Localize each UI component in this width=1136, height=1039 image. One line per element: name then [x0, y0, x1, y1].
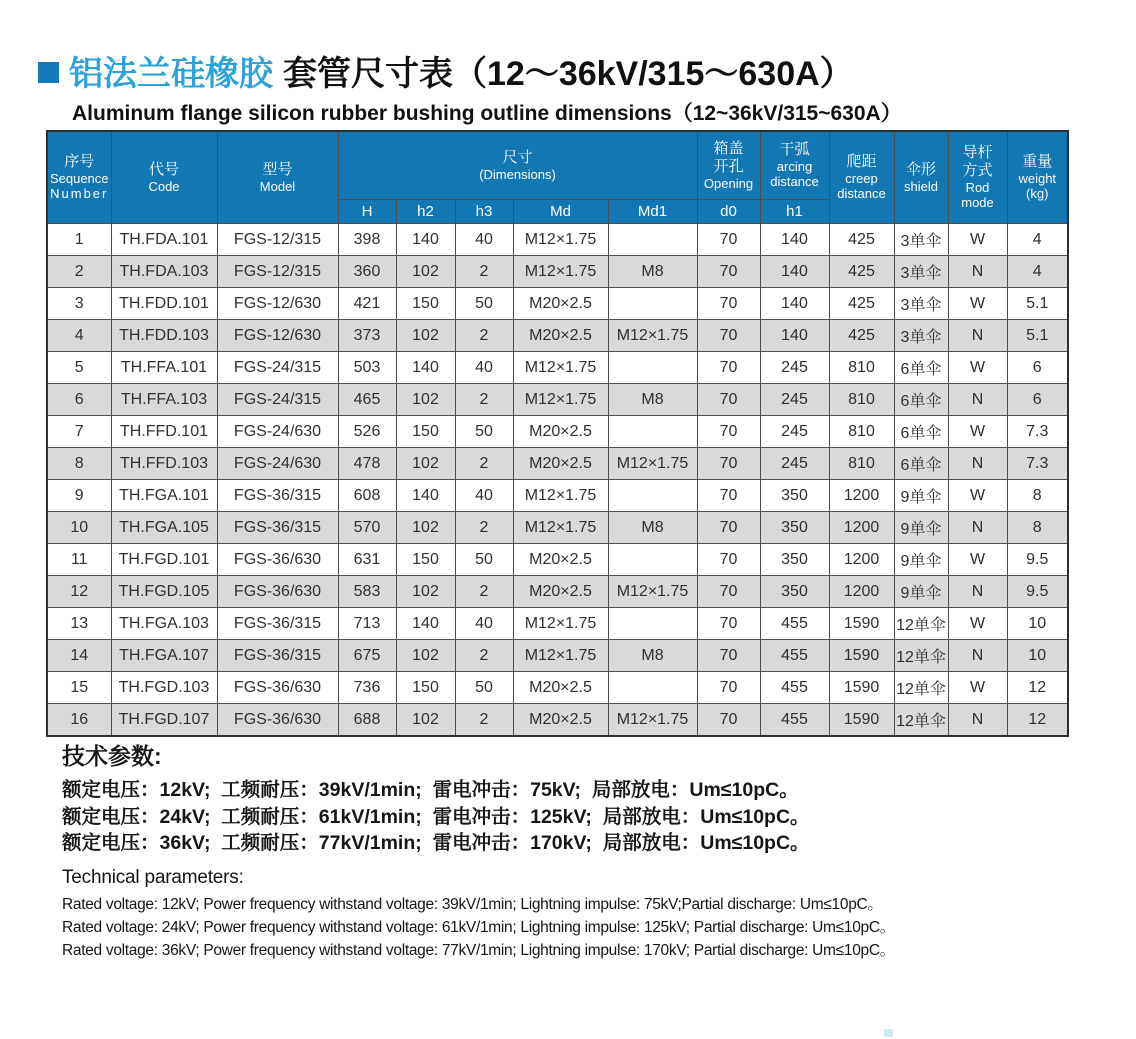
table-row [47, 448, 1068, 480]
table-row [47, 704, 1068, 737]
cell-h1: 455 [760, 608, 829, 640]
table-row [47, 512, 1068, 544]
cell-d0: 70 [697, 256, 760, 288]
subcolumn-header-h1: h1 [760, 200, 829, 224]
cell-rod-mode: N [948, 256, 1007, 288]
technical-parameters-section [62, 738, 1082, 962]
cell-weight: 6 [1007, 384, 1068, 416]
cell-sequence: 3 [47, 288, 111, 320]
cell-sequence: 6 [47, 384, 111, 416]
cell-rod-mode: W [948, 416, 1007, 448]
cell-H: 373 [338, 320, 396, 352]
cell-Md1: M12×1.75 [608, 448, 697, 480]
cell-h3: 40 [455, 608, 513, 640]
cell-weight: 12 [1007, 672, 1068, 704]
cell-Md: M12×1.75 [513, 256, 608, 288]
column-header-sequence: 序号 Sequence Number [47, 131, 111, 224]
cell-Md: M20×2.5 [513, 672, 608, 704]
table-row [47, 480, 1068, 512]
cell-code: TH.FDD.101 [111, 288, 217, 320]
cell-model: FGS-12/630 [217, 320, 338, 352]
cell-Md: M12×1.75 [513, 352, 608, 384]
cell-creep-distance: 1200 [829, 480, 894, 512]
cell-H: 503 [338, 352, 396, 384]
cell-code: TH.FGA.103 [111, 608, 217, 640]
cell-model: FGS-36/630 [217, 576, 338, 608]
table-row [47, 256, 1068, 288]
cell-Md1 [608, 544, 697, 576]
cell-sequence: 5 [47, 352, 111, 384]
cell-weight: 4 [1007, 256, 1068, 288]
cell-d0: 70 [697, 320, 760, 352]
title-bullet-icon [38, 62, 59, 83]
cell-creep-distance: 1200 [829, 576, 894, 608]
cell-sequence: 1 [47, 224, 111, 256]
subcolumn-header-h2: h2 [396, 200, 455, 224]
cell-d0: 70 [697, 576, 760, 608]
cell-Md1 [608, 352, 697, 384]
cell-creep-distance: 1590 [829, 672, 894, 704]
cell-shield: 12单伞 [894, 608, 948, 640]
cell-shield: 12单伞 [894, 704, 948, 737]
cell-rod-mode: W [948, 672, 1007, 704]
cell-h1: 350 [760, 576, 829, 608]
cell-h2: 140 [396, 224, 455, 256]
cell-creep-distance: 810 [829, 352, 894, 384]
cell-h3: 50 [455, 672, 513, 704]
cell-model: FGS-36/315 [217, 608, 338, 640]
cell-rod-mode: W [948, 608, 1007, 640]
cell-H: 570 [338, 512, 396, 544]
cell-H: 421 [338, 288, 396, 320]
tech-params-cn-line: 额定电压：12kV; 工频耐压：39kV/1min; 雷电冲击：75kV; 局部放电：Um≤10pC。 [62, 779, 799, 801]
cell-sequence: 16 [47, 704, 111, 737]
cell-H: 608 [338, 480, 396, 512]
table-body [47, 224, 1068, 737]
cell-Md: M12×1.75 [513, 224, 608, 256]
cell-sequence: 7 [47, 416, 111, 448]
cell-creep-distance: 425 [829, 224, 894, 256]
cell-h1: 140 [760, 288, 829, 320]
column-header-model: 型号 Model [217, 131, 338, 224]
cell-creep-distance: 810 [829, 416, 894, 448]
cell-d0: 70 [697, 352, 760, 384]
cell-model: FGS-36/315 [217, 512, 338, 544]
subcolumn-header-H: H [338, 200, 396, 224]
cell-code: TH.FDD.103 [111, 320, 217, 352]
cell-code: TH.FFA.101 [111, 352, 217, 384]
cell-d0: 70 [697, 608, 760, 640]
cell-h2: 150 [396, 416, 455, 448]
cell-H: 675 [338, 640, 396, 672]
cell-creep-distance: 1200 [829, 512, 894, 544]
cell-weight: 4 [1007, 224, 1068, 256]
cell-h2: 102 [396, 512, 455, 544]
table-row [47, 576, 1068, 608]
cell-weight: 5.1 [1007, 288, 1068, 320]
page-subtitle: Aluminum flange silicon rubber bushing outline dimensions（12~36kV/315~630A） [72, 102, 902, 125]
cell-H: 465 [338, 384, 396, 416]
column-header-dimensions: 尺寸 (Dimensions) [338, 131, 697, 200]
cell-weight: 8 [1007, 480, 1068, 512]
cell-h2: 102 [396, 256, 455, 288]
cell-h3: 2 [455, 448, 513, 480]
cell-H: 478 [338, 448, 396, 480]
cell-sequence: 10 [47, 512, 111, 544]
cell-model: FGS-12/315 [217, 256, 338, 288]
dimension-table [46, 130, 1069, 737]
cell-rod-mode: N [948, 512, 1007, 544]
column-header-code: 代号 Code [111, 131, 217, 224]
cell-Md1 [608, 224, 697, 256]
cell-rod-mode: N [948, 640, 1007, 672]
column-header-rod-mode: 导杆 方式 Rod mode [948, 131, 1007, 224]
cell-rod-mode: N [948, 320, 1007, 352]
table-row [47, 352, 1068, 384]
table-row [47, 288, 1068, 320]
cell-shield: 12单伞 [894, 672, 948, 704]
cell-model: FGS-24/630 [217, 416, 338, 448]
cell-h3: 2 [455, 320, 513, 352]
cell-h1: 455 [760, 640, 829, 672]
cell-h2: 140 [396, 480, 455, 512]
cell-sequence: 11 [47, 544, 111, 576]
cell-Md: M12×1.75 [513, 640, 608, 672]
cell-Md1 [608, 608, 697, 640]
cell-shield: 12单伞 [894, 640, 948, 672]
cell-h1: 350 [760, 544, 829, 576]
cell-Md: M12×1.75 [513, 512, 608, 544]
cell-h3: 2 [455, 704, 513, 737]
cell-h1: 350 [760, 512, 829, 544]
cell-shield: 6单伞 [894, 352, 948, 384]
cell-creep-distance: 1200 [829, 544, 894, 576]
cell-h2: 150 [396, 288, 455, 320]
cell-d0: 70 [697, 288, 760, 320]
cell-creep-distance: 1590 [829, 608, 894, 640]
cell-h3: 2 [455, 640, 513, 672]
cell-h1: 455 [760, 704, 829, 737]
table-row [47, 672, 1068, 704]
cell-code: TH.FDA.103 [111, 256, 217, 288]
table-row [47, 416, 1068, 448]
cell-H: 713 [338, 608, 396, 640]
cell-h2: 102 [396, 576, 455, 608]
cell-shield: 3单伞 [894, 256, 948, 288]
cell-rod-mode: W [948, 480, 1007, 512]
table-row [47, 640, 1068, 672]
cell-shield: 9单伞 [894, 512, 948, 544]
cell-h3: 50 [455, 544, 513, 576]
cell-h2: 150 [396, 544, 455, 576]
cell-d0: 70 [697, 224, 760, 256]
table-row [47, 544, 1068, 576]
cell-h2: 102 [396, 640, 455, 672]
cell-model: FGS-36/315 [217, 480, 338, 512]
column-header-creep-distance: 爬距 creep distance [829, 131, 894, 224]
cell-h1: 245 [760, 448, 829, 480]
cell-weight: 6 [1007, 352, 1068, 384]
cell-model: FGS-24/630 [217, 448, 338, 480]
tech-params-en-title: Technical parameters: [62, 866, 244, 888]
cell-shield: 3单伞 [894, 320, 948, 352]
cell-weight: 10 [1007, 640, 1068, 672]
cell-weight: 7.3 [1007, 416, 1068, 448]
cell-d0: 70 [697, 544, 760, 576]
cell-rod-mode: N [948, 704, 1007, 737]
tech-params-en-line: Rated voltage: 12kV; Power frequency withstand voltage: 39kV/1min; Lightning impulse: 75kV;Partial discharge: Um≤10pC。 [62, 895, 883, 913]
cell-weight: 8 [1007, 512, 1068, 544]
cell-d0: 70 [697, 480, 760, 512]
cell-h1: 245 [760, 352, 829, 384]
cell-Md: M12×1.75 [513, 384, 608, 416]
cell-code: TH.FGD.101 [111, 544, 217, 576]
cell-Md1 [608, 672, 697, 704]
subcolumn-header-d0: d0 [697, 200, 760, 224]
cell-h2: 102 [396, 448, 455, 480]
cell-h2: 102 [396, 320, 455, 352]
cell-Md1: M12×1.75 [608, 320, 697, 352]
cell-Md1 [608, 480, 697, 512]
cell-shield: 9单伞 [894, 576, 948, 608]
cell-Md: M20×2.5 [513, 448, 608, 480]
cell-creep-distance: 1590 [829, 704, 894, 737]
cell-model: FGS-36/630 [217, 704, 338, 737]
cell-d0: 70 [697, 448, 760, 480]
cell-d0: 70 [697, 512, 760, 544]
subcolumn-header-Md1: Md1 [608, 200, 697, 224]
cell-creep-distance: 1590 [829, 640, 894, 672]
page-artifact [884, 1029, 893, 1037]
cell-creep-distance: 810 [829, 448, 894, 480]
cell-h2: 140 [396, 352, 455, 384]
cell-d0: 70 [697, 672, 760, 704]
cell-sequence: 4 [47, 320, 111, 352]
cell-h3: 2 [455, 576, 513, 608]
cell-h3: 40 [455, 352, 513, 384]
cell-sequence: 8 [47, 448, 111, 480]
column-header-shield: 伞形 shield [894, 131, 948, 224]
cell-code: TH.FGD.107 [111, 704, 217, 737]
table-row [47, 384, 1068, 416]
cell-Md1: M8 [608, 384, 697, 416]
cell-code: TH.FFD.101 [111, 416, 217, 448]
cell-rod-mode: N [948, 448, 1007, 480]
cell-sequence: 13 [47, 608, 111, 640]
cell-h3: 50 [455, 416, 513, 448]
cell-Md: M20×2.5 [513, 416, 608, 448]
cell-model: FGS-12/315 [217, 224, 338, 256]
cell-Md1: M12×1.75 [608, 576, 697, 608]
cell-h3: 40 [455, 480, 513, 512]
cell-model: FGS-36/630 [217, 672, 338, 704]
cell-Md: M20×2.5 [513, 704, 608, 737]
cell-shield: 9单伞 [894, 544, 948, 576]
cell-h1: 140 [760, 224, 829, 256]
cell-Md: M12×1.75 [513, 608, 608, 640]
table-row [47, 224, 1068, 256]
cell-shield: 9单伞 [894, 480, 948, 512]
cell-d0: 70 [697, 640, 760, 672]
cell-model: FGS-12/630 [217, 288, 338, 320]
cell-H: 631 [338, 544, 396, 576]
cell-Md1: M8 [608, 640, 697, 672]
cell-shield: 3单伞 [894, 288, 948, 320]
cell-shield: 3单伞 [894, 224, 948, 256]
cell-shield: 6单伞 [894, 416, 948, 448]
cell-weight: 10 [1007, 608, 1068, 640]
cell-code: TH.FGA.107 [111, 640, 217, 672]
cell-sequence: 12 [47, 576, 111, 608]
cell-H: 526 [338, 416, 396, 448]
cell-h2: 150 [396, 672, 455, 704]
cell-sequence: 2 [47, 256, 111, 288]
cell-shield: 6单伞 [894, 384, 948, 416]
page-title-suffix: 套管尺寸表（12～36kV/315～630A） [283, 55, 854, 93]
cell-Md: M12×1.75 [513, 480, 608, 512]
cell-rod-mode: W [948, 544, 1007, 576]
cell-H: 688 [338, 704, 396, 737]
cell-sequence: 14 [47, 640, 111, 672]
cell-Md: M20×2.5 [513, 288, 608, 320]
cell-code: TH.FDA.101 [111, 224, 217, 256]
cell-model: FGS-24/315 [217, 384, 338, 416]
cell-Md: M20×2.5 [513, 544, 608, 576]
cell-H: 736 [338, 672, 396, 704]
cell-H: 398 [338, 224, 396, 256]
cell-sequence: 9 [47, 480, 111, 512]
cell-Md1 [608, 416, 697, 448]
subcolumn-header-h3: h3 [455, 200, 513, 224]
cell-h3: 50 [455, 288, 513, 320]
cell-d0: 70 [697, 384, 760, 416]
cell-rod-mode: N [948, 384, 1007, 416]
cell-sequence: 15 [47, 672, 111, 704]
cell-h3: 40 [455, 224, 513, 256]
cell-h2: 102 [396, 384, 455, 416]
cell-weight: 9.5 [1007, 544, 1068, 576]
cell-h3: 2 [455, 256, 513, 288]
cell-creep-distance: 810 [829, 384, 894, 416]
cell-H: 583 [338, 576, 396, 608]
cell-shield: 6单伞 [894, 448, 948, 480]
tech-params-cn-title: 技术参数: [62, 743, 162, 769]
cell-h1: 140 [760, 320, 829, 352]
cell-code: TH.FGA.105 [111, 512, 217, 544]
cell-rod-mode: W [948, 288, 1007, 320]
column-header-opening: 箱盖 开孔 Opening [697, 131, 760, 200]
cell-code: TH.FGD.105 [111, 576, 217, 608]
table-row [47, 320, 1068, 352]
cell-Md: M20×2.5 [513, 320, 608, 352]
cell-h2: 140 [396, 608, 455, 640]
cell-weight: 7.3 [1007, 448, 1068, 480]
cell-model: FGS-24/315 [217, 352, 338, 384]
cell-H: 360 [338, 256, 396, 288]
cell-h3: 2 [455, 384, 513, 416]
cell-rod-mode: W [948, 224, 1007, 256]
cell-code: TH.FGA.101 [111, 480, 217, 512]
cell-creep-distance: 425 [829, 288, 894, 320]
cell-h1: 245 [760, 416, 829, 448]
cell-weight: 9.5 [1007, 576, 1068, 608]
cell-h1: 350 [760, 480, 829, 512]
cell-h1: 245 [760, 384, 829, 416]
cell-Md1 [608, 288, 697, 320]
cell-h1: 140 [760, 256, 829, 288]
cell-d0: 70 [697, 704, 760, 737]
cell-creep-distance: 425 [829, 320, 894, 352]
column-header-weight: 重量 weight (kg) [1007, 131, 1068, 224]
tech-params-en-line: Rated voltage: 36kV; Power frequency withstand voltage: 77kV/1min; Lightning impulse: 170kV; Partial discharge: Um≤10pC。 [62, 941, 895, 959]
tech-params-en-line: Rated voltage: 24kV; Power frequency withstand voltage: 61kV/1min; Lightning impulse: 125kV; Partial discharge: Um≤10pC。 [62, 918, 895, 936]
column-header-arcing-distance: 干弧 arcing distance [760, 131, 829, 200]
cell-h3: 2 [455, 512, 513, 544]
tech-params-cn-line: 额定电压：24kV; 工频耐压：61kV/1min; 雷电冲击：125kV; 局部放电：Um≤10pC。 [62, 805, 810, 828]
cell-code: TH.FFD.103 [111, 448, 217, 480]
cell-weight: 12 [1007, 704, 1068, 737]
cell-weight: 5.1 [1007, 320, 1068, 352]
cell-Md1: M12×1.75 [608, 704, 697, 737]
cell-Md1: M8 [608, 256, 697, 288]
cell-Md1: M8 [608, 512, 697, 544]
cell-h1: 455 [760, 672, 829, 704]
cell-model: FGS-36/630 [217, 544, 338, 576]
cell-creep-distance: 425 [829, 256, 894, 288]
table-row [47, 608, 1068, 640]
cell-h2: 102 [396, 704, 455, 737]
tech-params-cn-line: 额定电压：36kV; 工频耐压：77kV/1min; 雷电冲击：170kV; 局部放电：Um≤10pC。 [62, 832, 810, 854]
cell-rod-mode: W [948, 352, 1007, 384]
cell-model: FGS-36/315 [217, 640, 338, 672]
page-title [38, 46, 854, 95]
subcolumn-header-Md: Md [513, 200, 608, 224]
cell-d0: 70 [697, 416, 760, 448]
cell-code: TH.FFA.103 [111, 384, 217, 416]
cell-rod-mode: N [948, 576, 1007, 608]
cell-Md: M20×2.5 [513, 576, 608, 608]
cell-code: TH.FGD.103 [111, 672, 217, 704]
page-title-product: 铝法兰硅橡胶 [69, 55, 273, 93]
